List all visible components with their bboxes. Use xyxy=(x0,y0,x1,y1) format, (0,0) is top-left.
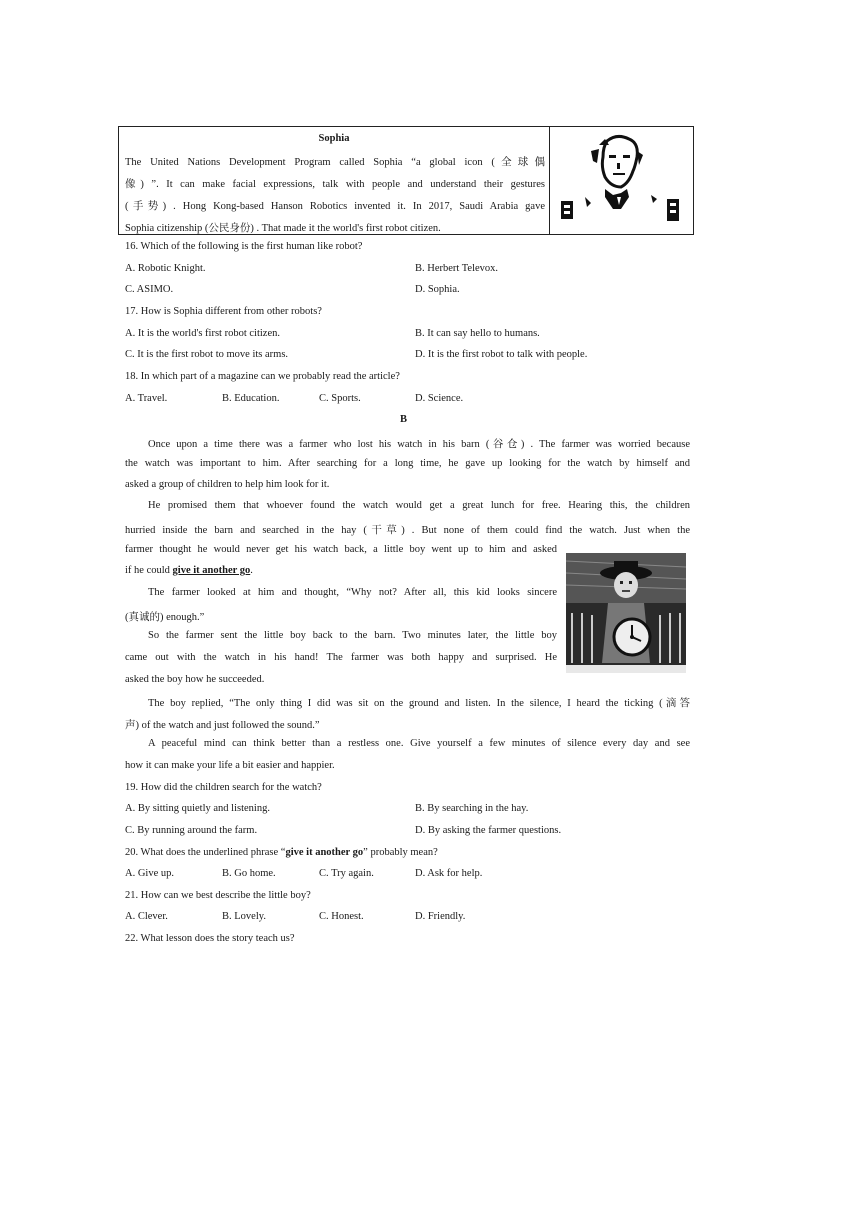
option: A. It is the world's first robot citizen. xyxy=(125,328,280,339)
option: B. By searching in the hay. xyxy=(415,803,529,814)
passage-line: So the farmer sent the little boy back to the barn. Two minutes later, the little boy xyxy=(148,630,557,641)
question-16: 16. Which of the following is the first human like robot? xyxy=(125,241,363,252)
box-title: Sophia xyxy=(318,133,350,144)
passage-line: 声) of the watch and just followed the sound.” xyxy=(125,720,320,731)
question-18: 18. In which part of a magazine can we probably read the article? xyxy=(125,371,400,382)
option: B. Go home. xyxy=(222,868,276,879)
passage-line: hurried inside the barn and searched in the hay (干草) . But none of them could find the watch. Just when the xyxy=(125,525,690,536)
question-21: 21. How can we best describe the little boy? xyxy=(125,890,311,901)
option: C. By running around the farm. xyxy=(125,825,258,836)
sophia-info-box xyxy=(118,126,694,235)
question-22: 22. What lesson does the story teach us? xyxy=(125,933,295,944)
passage-line: The boy replied, “The only thing I did was sit on the ground and listen. In the silence, I heard the ticking (滴答 xyxy=(148,698,690,709)
question-17: 17. How is Sophia different from other robots? xyxy=(125,306,322,317)
option: D. Friendly. xyxy=(415,911,466,922)
passage-line: came out with the watch in his hand! The farmer was both happy and surprised. He xyxy=(125,652,557,663)
option: B. Education. xyxy=(222,393,280,404)
question-text: ” probably mean? xyxy=(363,847,438,858)
option: C. Sports. xyxy=(319,393,361,404)
box-line: 像) ”. It can make facial expressions, talk with people and understand their gestures xyxy=(125,179,545,190)
passage-text: . xyxy=(250,565,253,576)
passage-line: The farmer looked at him and thought, “Why not? After all, this kid looks sincere xyxy=(148,587,557,598)
boy-with-watch-illustration xyxy=(566,553,686,673)
question-19: 19. How did the children search for the watch? xyxy=(125,782,322,793)
underlined-phrase: give it another go xyxy=(172,565,251,576)
option: A. Give up. xyxy=(125,868,174,879)
option: D. It is the first robot to talk with people. xyxy=(415,349,588,360)
option: B. Lovely. xyxy=(222,911,266,922)
passage-line: farmer thought he would never get his watch back, a little boy went up to him and asked xyxy=(125,544,557,555)
passage-line: A peaceful mind can think better than a restless one. Give yourself a few minutes of silence every day and see xyxy=(148,738,690,749)
passage-line: asked the boy how he succeeded. xyxy=(125,674,265,685)
option: A. By sitting quietly and listening. xyxy=(125,803,270,814)
box-line: Sophia citizenship (公民身份) . That made it the world's first robot citizen. xyxy=(125,223,441,234)
question-phrase: give it another go xyxy=(285,847,364,858)
option: C. It is the first robot to move its arms. xyxy=(125,349,289,360)
passage-line: how it can make your life a bit easier and happier. xyxy=(125,760,335,771)
passage-line xyxy=(125,565,253,576)
option: A. Clever. xyxy=(125,911,168,922)
option: D. Sophia. xyxy=(415,284,460,295)
passage-line: the watch was important to him. After searching for a long time, he gave up looking for the watch by himself and xyxy=(125,458,690,469)
option: C. ASIMO. xyxy=(125,284,174,295)
box-divider xyxy=(549,127,550,234)
question-text: 20. What does the underlined phrase “ xyxy=(125,847,286,858)
passage-text: if he could xyxy=(125,565,173,576)
option: D. Ask for help. xyxy=(415,868,483,879)
option: A. Robotic Knight. xyxy=(125,263,206,274)
passage-line: asked a group of children to help him look for it. xyxy=(125,479,330,490)
question-20 xyxy=(125,847,438,858)
box-line: The United Nations Development Program called Sophia “a global icon (全球偶 xyxy=(125,157,545,168)
option: B. Herbert Televox. xyxy=(415,263,499,274)
option: A. Travel. xyxy=(125,393,168,404)
option: D. Science. xyxy=(415,393,464,404)
passage-line: Once upon a time there was a farmer who lost his watch in his barn (谷仓) . The farmer was worried because xyxy=(148,439,690,450)
passage-line: (真诚的) enough.” xyxy=(125,612,205,623)
option: C. Try again. xyxy=(319,868,374,879)
passage-line: He promised them that whoever found the watch would get a great lunch for free. Hearing this, the children xyxy=(148,500,690,511)
option: B. It can say hello to humans. xyxy=(415,328,540,339)
box-line: (手势) . Hong Kong-based Hanson Robotics invented it. In 2017, Saudi Arabia gave xyxy=(125,201,545,212)
option: C. Honest. xyxy=(319,911,364,922)
option: D. By asking the farmer questions. xyxy=(415,825,562,836)
sophia-robot-image xyxy=(555,133,691,229)
section-label: B xyxy=(400,414,408,425)
